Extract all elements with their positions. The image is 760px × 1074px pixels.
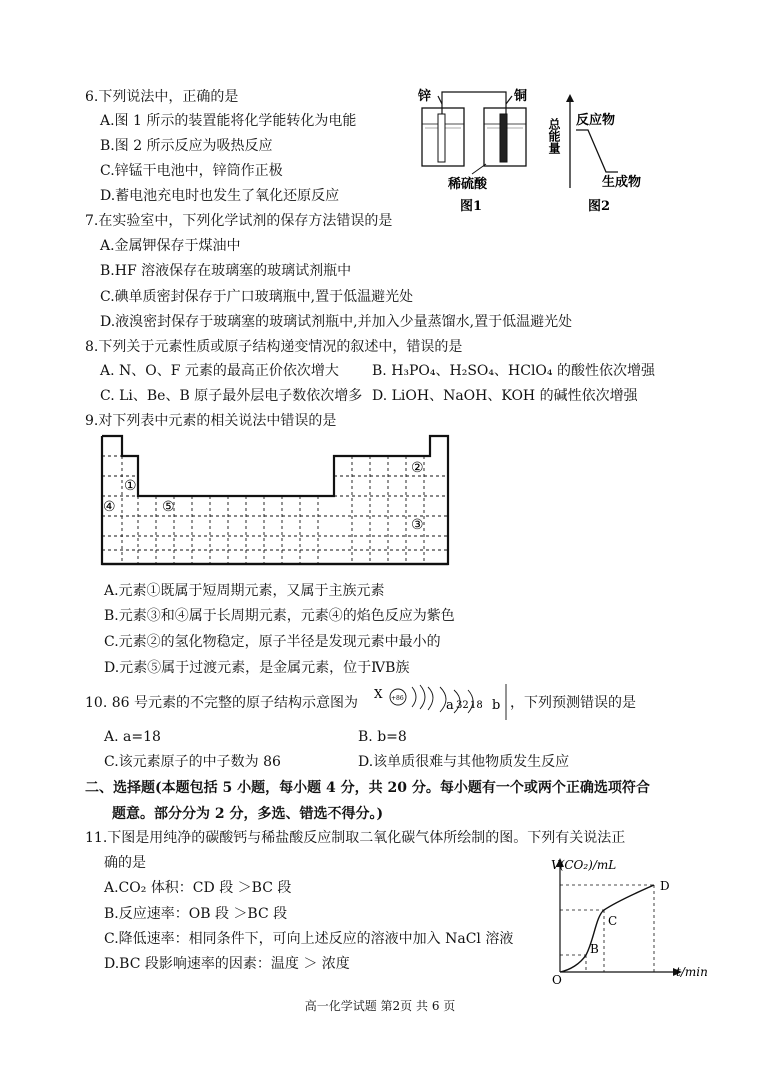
co2-volume-time-graph xyxy=(548,852,718,988)
q9-option-b: B.元素③和④属于长周期元素，元素④的焰色反应为紫色 xyxy=(104,608,455,624)
zinc-label: 锌 xyxy=(418,89,432,104)
element-mark-1: ① xyxy=(124,478,137,494)
q7-option-d: D.液溴密封保存于玻璃塞的玻璃试剂瓶中,并加入少量蒸馏水,置于低温避光处 xyxy=(100,314,573,330)
section-2-heading: 二、选择题(本题包括 5 小题，每小题 4 分，共 20 分。每小题有一个或两个正确选项符合 xyxy=(85,780,650,796)
q10-stem-post: ，下列预测错误的是 xyxy=(510,695,636,711)
shell-b: b xyxy=(492,698,501,713)
q8-option-b: B. H₃PO₄、H₂SO₄、HClO₄ 的酸性依次增强 xyxy=(372,363,655,379)
element-mark-5: ⑤ xyxy=(162,499,175,515)
figure-1-cell-diagram xyxy=(412,84,542,214)
shell-18: 18 xyxy=(470,700,483,711)
shell-a: a xyxy=(446,698,454,713)
atom-nucleus: +86 xyxy=(391,695,404,702)
q10-option-a: A. a=18 xyxy=(104,729,161,745)
sulfuric-acid-label: 稀硫酸 xyxy=(448,177,488,192)
q9-option-a: A.元素①既属于短周期元素，又属于主族元素 xyxy=(104,583,385,599)
element-mark-3: ③ xyxy=(411,517,424,533)
q8-stem: 8.下列关于元素性质或原子结构递变情况的叙述中，错误的是 xyxy=(85,339,463,355)
figure-2-energy-diagram xyxy=(547,92,660,214)
reactant-label: 反应物 xyxy=(576,113,616,128)
element-mark-4: ④ xyxy=(103,499,116,515)
q11-stem: 11.下图是用纯净的碳酸钙与稀盐酸反应制取二氧化碳气体所绘制的图。下列有关说法正 xyxy=(85,830,626,846)
atom-structure-diagram xyxy=(372,682,512,722)
copper-label: 铜 xyxy=(514,89,528,104)
figure-2-caption: 图2 xyxy=(588,199,611,214)
point-b-label: B xyxy=(590,942,599,956)
q10-option-b: B. b=8 xyxy=(358,729,407,745)
q10-stem-pre: 10. 86 号元素的不完整的原子结构示意图为 xyxy=(85,695,358,711)
q10-option-c: C.该元素原子的中子数为 86 xyxy=(104,754,281,770)
q9-stem: 9.对下列表中元素的相关说法中错误的是 xyxy=(85,413,337,429)
shell-32: 32 xyxy=(456,700,469,711)
origin-label: O xyxy=(552,973,562,987)
q8-option-d: D. LiOH、NaOH、KOH 的碱性依次增强 xyxy=(372,388,638,404)
point-c-label: C xyxy=(608,914,618,928)
q11-option-c: C.降低速率：相同条件下，可向上述反应的溶液中加入 NaCl 溶液 xyxy=(104,931,514,947)
periodic-table-outline xyxy=(98,436,450,570)
q6-option-d: D.蓄电池充电时也发生了氧化还原反应 xyxy=(100,188,340,204)
product-label: 生成物 xyxy=(602,175,642,190)
q9-option-d: D.元素⑤属于过渡元素，是金属元素，位于ⅣB族 xyxy=(104,660,410,676)
q11-option-d: D.BC 段影响速率的因素：温度 ＞ 浓度 xyxy=(104,956,350,972)
section-2-heading-cont: 题意。部分分为 2 分，多选、错选不得分。) xyxy=(112,806,384,822)
q6-option-c: C.锌锰干电池中，锌筒作正极 xyxy=(100,163,283,179)
q9-option-c: C.元素②的氢化物稳定，原子半径是发现元素中最小的 xyxy=(104,634,441,650)
element-mark-2: ② xyxy=(411,460,424,476)
volume-curve xyxy=(560,885,654,972)
q7-option-a: A.金属钾保存于煤油中 xyxy=(100,238,241,254)
page-footer: 高一化学试题 第2页 共 6 页 xyxy=(304,999,456,1013)
q11-option-b: B.反应速率：OB 段 ＞BC 段 xyxy=(104,906,288,922)
q7-option-c: C.碘单质密封保存于广口玻璃瓶中,置于低温避光处 xyxy=(100,289,414,305)
q6-option-a: A.图 1 所示的装置能将化学能转化为电能 xyxy=(100,113,357,129)
q11-option-a: A.CO₂ 体积：CD 段 ＞BC 段 xyxy=(104,880,292,896)
energy-axis-label: 总能量 xyxy=(547,118,561,154)
figure-1-caption: 图1 xyxy=(460,199,483,214)
q7-stem: 7.在实验室中，下列化学试剂的保存方法错误的是 xyxy=(85,213,393,229)
q6-stem: 6.下列说法中，正确的是 xyxy=(85,89,239,105)
point-d-label: D xyxy=(660,879,670,893)
q7-option-b: B.HF 溶液保存在玻璃塞的玻璃试剂瓶中 xyxy=(100,263,352,279)
q11-stem-cont: 确的是 xyxy=(104,855,146,871)
q6-option-b: B.图 2 所示反应为吸热反应 xyxy=(100,138,273,154)
q8-option-a: A. N、O、F 元素的最高正价依次增大 xyxy=(100,363,339,379)
q8-option-c: C. Li、Be、B 原子最外层电子数依次增多 xyxy=(100,388,363,404)
atom-symbol: X xyxy=(374,687,383,701)
x-axis-label: t/min xyxy=(676,965,708,979)
q10-option-d: D.该单质很难与其他物质发生反应 xyxy=(358,754,570,770)
y-axis-label: V(CO₂)/mL xyxy=(551,858,617,872)
